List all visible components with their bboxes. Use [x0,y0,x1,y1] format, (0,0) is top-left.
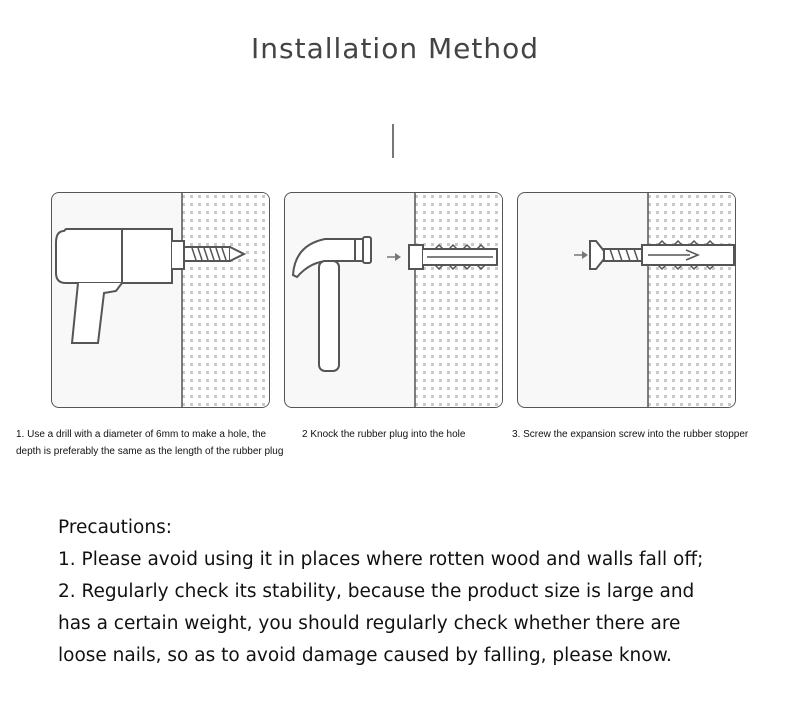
precaution-2-line-2: has a certain weight, you should regularly check whether there are [58,613,681,634]
step-2-panel [284,192,503,408]
precaution-2-line-1: 2. Regularly check its stability, because the product size is large and [58,581,695,602]
precaution-2-line-3: loose nails, so as to avoid damage caused by falling, please know. [58,645,672,666]
step-3-panel [517,192,736,408]
title-divider [392,124,394,158]
precaution-1: 1. Please avoid using it in places where rotten wood and walls fall off; [58,549,704,570]
drill-icon [52,193,270,408]
step-2-caption: 2 Knock the rubber plug into the hole [302,429,466,440]
page-title: Installation Method [251,32,539,65]
step-3-caption: 3. Screw the expansion screw into the rubber stopper [512,429,749,440]
screw-icon [518,193,736,408]
precautions-section [58,512,758,672]
step-1-panel [51,192,270,408]
precautions-heading: Precautions: [58,517,172,538]
hammer-icon [285,193,503,408]
step-1-caption: 1. Use a drill with a diameter of 6mm to make a hole, the depth is preferably the same as the length of the rubber plug [16,429,284,457]
